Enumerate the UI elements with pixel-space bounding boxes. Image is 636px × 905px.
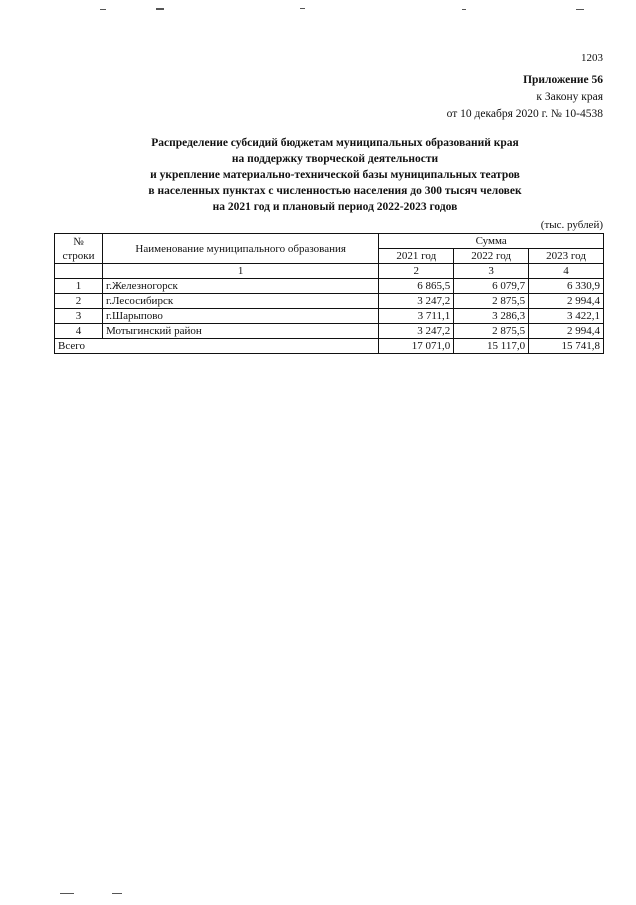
amount-2023: 2 994,4 (529, 324, 604, 339)
header-sum: Сумма (379, 234, 604, 249)
total-label: Всего (55, 339, 379, 354)
amount-2022: 2 875,5 (454, 324, 529, 339)
row-number: 1 (55, 279, 103, 294)
amount-2023: 3 422,1 (529, 309, 604, 324)
column-number: 3 (454, 264, 529, 279)
table-header-row (55, 234, 604, 249)
municipality-name: г.Железногорск (102, 279, 378, 294)
amount-2021: 3 247,2 (379, 294, 454, 309)
document-title (90, 135, 580, 215)
subsidy-table (54, 233, 604, 354)
amount-2022: 6 079,7 (454, 279, 529, 294)
appendix-law-date: от 10 декабря 2020 г. № 10-4538 (446, 108, 603, 120)
title-line-3: и укрепление материально-технической базы муниципальных театров (150, 169, 520, 181)
header-year-2021: 2021 год (379, 249, 454, 264)
column-numbers-row (55, 264, 604, 279)
column-number: 4 (529, 264, 604, 279)
municipality-name: г.Лесосибирск (102, 294, 378, 309)
units-label: (тыс. рублей) (540, 219, 603, 231)
table-row (55, 324, 604, 339)
appendix-law-reference: к Закону края (536, 91, 603, 103)
header-row-number (55, 234, 103, 264)
total-2023: 15 741,8 (529, 339, 604, 354)
title-line-2: на поддержку творческой деятельности (231, 153, 439, 165)
municipality-name: г.Шарыпово (102, 309, 378, 324)
amount-2022: 2 875,5 (454, 294, 529, 309)
amount-2021: 3 247,2 (379, 324, 454, 339)
amount-2023: 6 330,9 (529, 279, 604, 294)
table-row (55, 309, 604, 324)
header-year-2023: 2023 год (529, 249, 604, 264)
table-total-row (55, 339, 604, 354)
appendix-title: Приложение 56 (523, 74, 603, 86)
total-2022: 15 117,0 (454, 339, 529, 354)
amount-2021: 6 865,5 (379, 279, 454, 294)
amount-2022: 3 286,3 (454, 309, 529, 324)
municipality-name: Мотыгинский район (102, 324, 378, 339)
column-number: 1 (102, 264, 378, 279)
title-line-1: Распределение субсидий бюджетам муниципальных образований края (151, 137, 519, 149)
header-row-number-line1: № (73, 235, 84, 248)
column-number: 2 (379, 264, 454, 279)
title-line-4: в населенных пунктах с численностью населения до 300 тысяч человек (148, 185, 522, 197)
amount-2021: 3 711,1 (379, 309, 454, 324)
title-line-5: на 2021 год и плановый период 2022-2023 годов (212, 201, 458, 213)
header-year-2022: 2022 год (454, 249, 529, 264)
header-row-number-line2: строки (62, 249, 95, 262)
total-2021: 17 071,0 (379, 339, 454, 354)
amount-2023: 2 994,4 (529, 294, 604, 309)
row-number: 3 (55, 309, 103, 324)
table-row (55, 294, 604, 309)
table-row (55, 279, 604, 294)
row-number: 4 (55, 324, 103, 339)
row-number: 2 (55, 294, 103, 309)
column-number-empty (55, 264, 103, 279)
page-number: 1203 (581, 52, 603, 64)
appendix-block (447, 72, 603, 123)
header-municipality-name: Наименование муниципального образования (102, 234, 378, 264)
